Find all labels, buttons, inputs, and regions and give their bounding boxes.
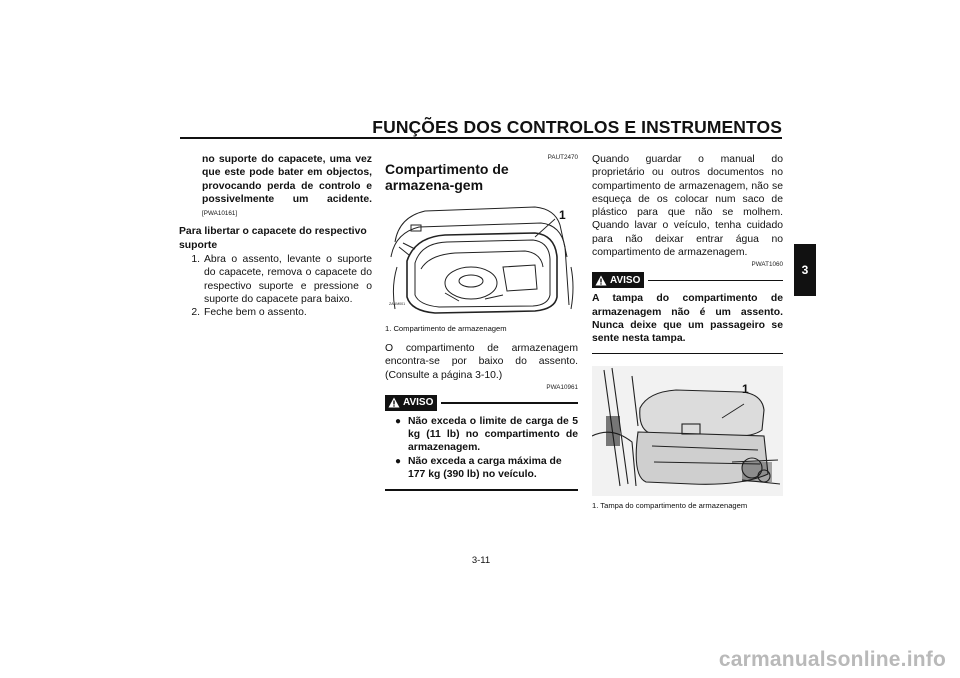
figure-callout-1: 1	[559, 208, 566, 222]
warning-bullet-text: Não exceda a carga máxima de 177 kg (390 lb) no veículo.	[408, 455, 562, 481]
page-number: 3-11	[471, 555, 491, 566]
step-item	[179, 253, 372, 306]
aviso-badge	[385, 395, 437, 411]
warning-continuation-text: no suporte do capacete, uma vez que este pode bater em objectos, provocando perda de controlo e possivelmente um acidente.	[202, 154, 372, 205]
warning-text: A tampa do compartimento de armazenagem não é um assento. Nunca deixe que um passageiro se sente nesta tampa.	[592, 293, 783, 345]
warning-triangle-icon	[388, 397, 400, 408]
warning-header-rule	[648, 280, 783, 281]
warning-continuation	[202, 153, 372, 220]
figure-caption: 1. Compartimento de armazenagem	[385, 324, 507, 333]
warning-header-rule	[441, 402, 578, 403]
step-text: Abra o assento, levante o suporte do capacete, remova o capacete do respectivo suporte e pressione o suporte do capacete para baixo.	[204, 254, 372, 305]
page-header-title: FUNÇÕES DOS CONTROLOS E INSTRUMENTOS	[372, 117, 782, 137]
section-heading: Compartimento de armazena-gem	[385, 161, 509, 193]
bullet-icon: ●	[395, 455, 402, 467]
step-number: 2.	[191, 307, 200, 319]
warning-bullet	[385, 455, 578, 482]
warning-bullet-text: Não exceda o limite de carga de 5 kg (11 lb) no compartimento de armazenagem.	[408, 415, 578, 454]
figure-caption: 1. Tampa do compartimento de armazenagem	[592, 500, 748, 510]
column-2	[385, 153, 578, 491]
bullet-icon: ●	[395, 415, 402, 427]
warning-code: PWAT1060	[751, 261, 783, 269]
subheading: Para libertar o capacete do respectivo suporte	[179, 226, 367, 251]
warning-header	[592, 272, 783, 288]
warning-triangle-icon	[595, 275, 607, 286]
storage-compartment-illustration	[385, 197, 578, 323]
header-rule	[180, 137, 782, 139]
warning-header	[385, 395, 578, 411]
warning-code: PWA10961	[546, 383, 578, 391]
aviso-badge	[592, 272, 644, 288]
column-3	[592, 153, 783, 511]
body-paragraph: Quando guardar o manual do proprietário ou outros documentos no compartimento de armazenagem, não se esqueça de os colocar num saco de plástico para que não se molhem. Quando lavar o veículo, tenha cuidado para não deixar entrar água no compartimento de armazenagem.	[592, 154, 783, 259]
warning-bullet	[385, 415, 578, 455]
storage-lid-photo	[592, 366, 783, 496]
storage-lid-figure	[592, 366, 783, 496]
step-text: Feche bem o assento.	[204, 307, 307, 319]
step-number: 1.	[191, 254, 200, 266]
storage-compartment-figure	[385, 197, 578, 323]
step-item	[179, 306, 372, 319]
warning-end-rule	[385, 489, 578, 490]
section-code: PAUT2470	[547, 154, 578, 161]
chapter-tab: 3	[794, 244, 816, 296]
body-paragraph: O compartimento de armazenagem encontra-se por baixo do assento. (Consulte a página 3-10.)	[385, 343, 578, 381]
column-1	[179, 153, 372, 320]
watermark: carmanualsonline.info	[718, 648, 946, 671]
warning-code: [PWA10161]	[202, 210, 238, 218]
aviso-label: AVISO	[403, 397, 434, 409]
aviso-label: AVISO	[610, 274, 641, 286]
figure-callout-1: 1	[742, 381, 749, 396]
figure-code: ZAUM001	[389, 302, 406, 306]
warning-end-rule	[592, 353, 783, 354]
